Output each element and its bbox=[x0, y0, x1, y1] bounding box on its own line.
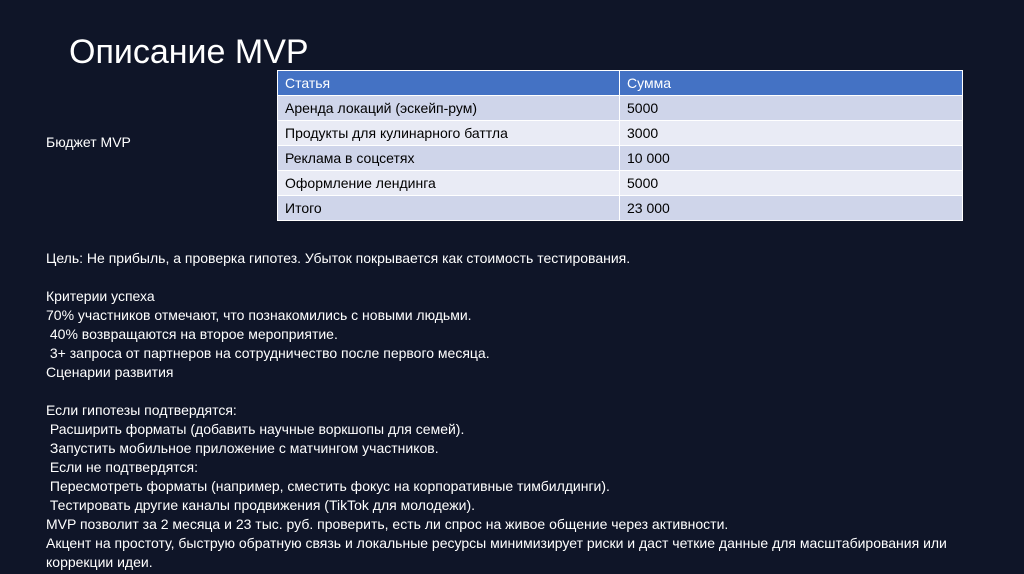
scenario-item: Расширить форматы (добавить научные воркшопы для семей). bbox=[46, 421, 465, 437]
table-cell-amount: 5000 bbox=[620, 96, 963, 121]
table-cell-amount: 5000 bbox=[620, 171, 963, 196]
table-cell-amount: 10 000 bbox=[620, 146, 963, 171]
budget-table bbox=[277, 70, 963, 221]
if-not-confirmed-heading: Если не подтвердятся: bbox=[46, 459, 199, 475]
table-cell-item: Продукты для кулинарного баттла bbox=[278, 121, 620, 146]
summary-line: MVP позволит за 2 месяца и 23 тыс. руб. проверить, есть ли спрос на живое общение через активности. bbox=[46, 516, 729, 532]
summary-line: Акцент на простоту, быструю обратную связь и локальные ресурсы минимизирует риски и даст четкие данные для масштабирования или коррекции идеи. bbox=[46, 535, 951, 570]
table-cell-item: Оформление лендинга bbox=[278, 171, 620, 196]
criteria-item: 70% участников отмечают, что познакомились с новыми людьми. bbox=[46, 307, 472, 323]
table-cell-amount: 23 000 bbox=[620, 196, 963, 221]
table-row bbox=[278, 121, 963, 146]
column-header-item: Статья bbox=[278, 71, 620, 96]
success-criteria-heading: Критерии успеха bbox=[46, 288, 155, 304]
table-cell-item: Реклама в соцсетях bbox=[278, 146, 620, 171]
scenario-item: Запустить мобильное приложение с матчингом участников. bbox=[46, 440, 439, 456]
column-header-amount: Сумма bbox=[620, 71, 963, 96]
table-header-row bbox=[278, 71, 963, 96]
if-confirmed-heading: Если гипотезы подтвердятся: bbox=[46, 402, 237, 418]
table-row bbox=[278, 146, 963, 171]
table-row-total bbox=[278, 196, 963, 221]
budget-label: Бюджет MVP bbox=[46, 134, 131, 150]
scenario-item: Пересмотреть форматы (например, сместить фокус на корпоративные тимбилдинги). bbox=[46, 478, 610, 494]
body-text bbox=[46, 249, 986, 572]
goal-line: Цель: Не прибыль, а проверка гипотез. Убыток покрывается как стоимость тестирования. bbox=[46, 250, 631, 266]
table-row bbox=[278, 96, 963, 121]
blank-line bbox=[46, 268, 986, 287]
table-cell-item: Итого bbox=[278, 196, 620, 221]
criteria-item: 3+ запроса от партнеров на сотрудничество после первого месяца. bbox=[46, 345, 490, 361]
criteria-item: 40% возвращаются на второе мероприятие. bbox=[46, 326, 338, 342]
blank-line bbox=[46, 382, 986, 401]
table-row bbox=[278, 171, 963, 196]
slide-title: Описание MVP bbox=[69, 33, 309, 71]
table-cell-amount: 3000 bbox=[620, 121, 963, 146]
scenarios-heading: Сценарии развития bbox=[46, 364, 174, 380]
scenario-item: Тестировать другие каналы продвижения (TikTok для молодежи). bbox=[46, 497, 476, 513]
table-cell-item: Аренда локаций (эскейп-рум) bbox=[278, 96, 620, 121]
